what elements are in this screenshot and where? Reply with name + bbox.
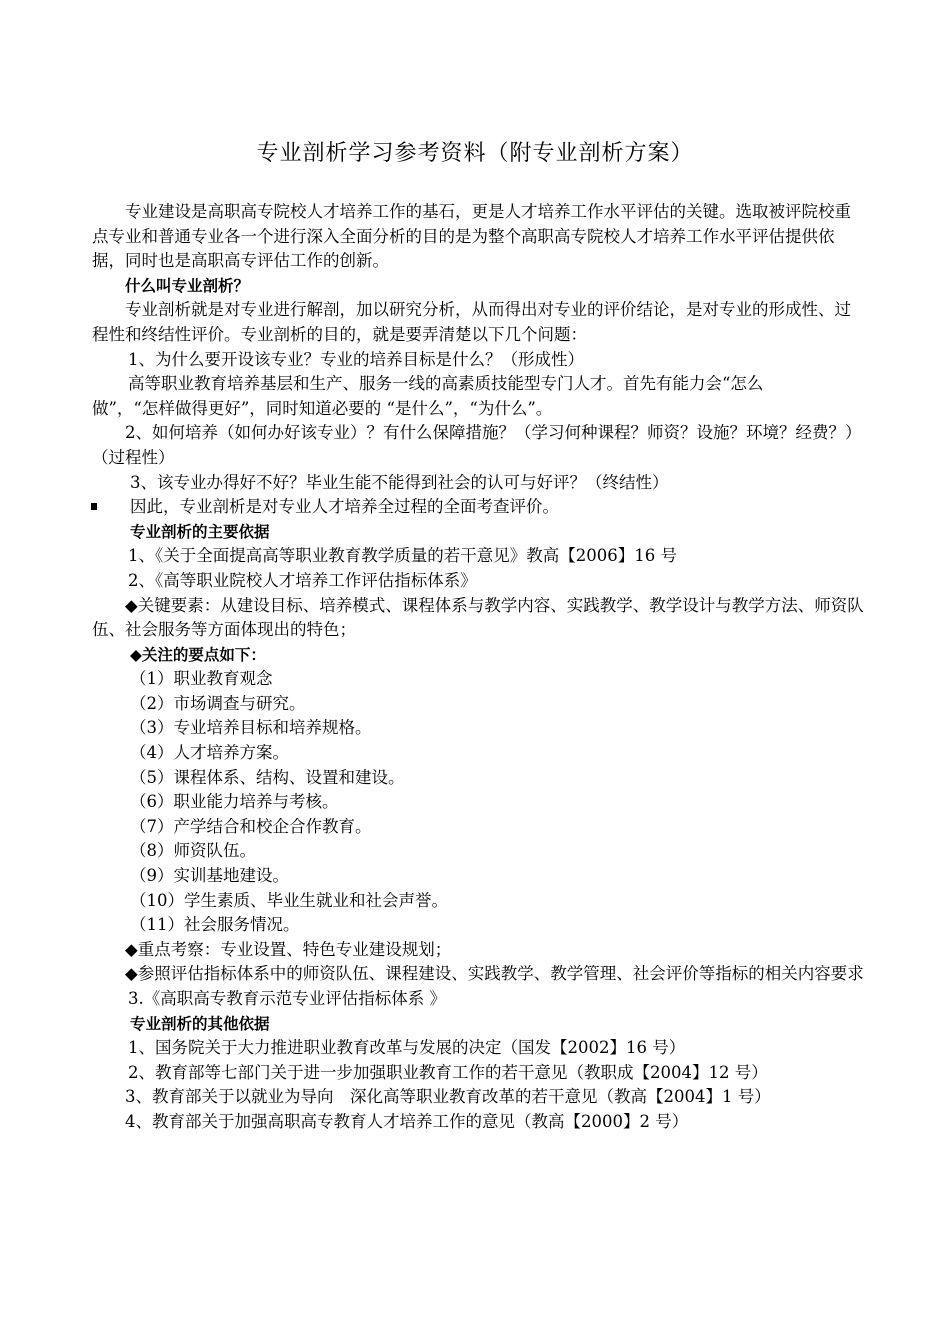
document-title: 专业剖析学习参考资料（附专业剖析方案） <box>256 141 694 166</box>
focus-paragraph: ◆重点考察：专业设置、特色专业建设规划； <box>125 939 452 959</box>
question-3: 3、该专业办得好不好？毕业生能不能得到社会的认可与好评？（终结性） <box>130 472 669 492</box>
key-elements: ◆关键要素：从建设目标、培养模式、课程体系与教学内容、实践教学、教学设计与教学方法、师资队伍、社会服务等方面体现出的特色； <box>92 595 864 640</box>
heading-main-basis: 专业剖析的主要依据 <box>130 522 270 541</box>
other-basis-item: 3、教育部关于以就业为导向 深化高等职业教育改革的若干意见（教高【2004】1 号） <box>125 1087 771 1107</box>
point-item: （9）实训基地建设。 <box>130 866 289 886</box>
square-bullet-icon <box>91 503 97 510</box>
other-basis-item: 4、教育部关于加强高职高专教育人才培养工作的意见（教高【2000】2 号） <box>125 1111 689 1131</box>
point-item: （5）课程体系、结构、设置和建设。 <box>130 767 405 787</box>
point-item: （2）市场调查与研究。 <box>130 693 306 713</box>
point-item: （3）专业培养目标和培养规格。 <box>130 718 372 738</box>
other-basis-item: 2、教育部等七部门关于进一步加强职业教育工作的若干意见（教职成【2004】12 号） <box>128 1062 768 1082</box>
document-body <box>92 200 864 1135</box>
heading-points: ◆关注的要点如下： <box>130 645 266 664</box>
conclusion-text: 因此，专业剖析是对专业人才培养全过程的全面考查评价。 <box>130 497 559 517</box>
points-list <box>92 667 864 938</box>
point-item: （7）产学结合和校企合作教育。 <box>130 816 372 836</box>
basis-item-1: 1、《关于全面提高高等职业教育教学质量的若干意见》教高【2006】16 号 <box>128 546 677 566</box>
question-1: 1、为什么要开设该专业？专业的培养目标是什么？（形成性） <box>128 349 584 369</box>
conclusion-paragraph <box>92 495 864 520</box>
point-item: （8）师资队伍。 <box>130 841 256 861</box>
basis-item-3: 3.《高职高专教育示范专业评估指标体系 》 <box>128 989 446 1008</box>
reference-paragraph: ◆参照评估指标体系中的师资队伍、课程建设、实践教学、教学管理、社会评价等指标的相关内容要求 <box>125 964 864 984</box>
answer-1-line-a: 高等职业教育培养基层和生产、服务一线的高素质技能型专门人才。首先有能力会“怎么 <box>128 374 764 394</box>
heading-other-basis: 专业剖析的其他依据 <box>130 1014 270 1033</box>
point-item: （11）社会服务情况。 <box>130 915 300 935</box>
heading-what-is: 什么叫专业剖析？ <box>125 276 250 295</box>
other-basis-item: 1、国务院关于大力推进职业教育改革与发展的决定（国发【2002】16 号） <box>128 1038 686 1058</box>
answer-1-line-b: 做”，“怎样做得更好”，同时知道必要的 “是什么”，“为什么”。 <box>92 398 553 418</box>
question-2: 2、如何培养（如何办好该专业）？有什么保障措施？（学习何种课程？师资？设施？环境？经费？）（过程性） <box>92 423 862 467</box>
definition-paragraph: 专业剖析就是对专业进行解剖，加以研究分析，从而得出对专业的评价结论，是对专业的形成性、过程性和终结性评价。专业剖析的目的，就是要弄清楚以下几个问题： <box>92 300 851 344</box>
point-item: （4）人才培养方案。 <box>130 743 289 763</box>
point-item: （6）职业能力培养与考核。 <box>130 792 339 812</box>
intro-paragraph: 专业建设是高职高专院校人才培养工作的基石，更是人才培养工作水平评估的关键。选取被评院校重点专业和普通专业各一个进行深入全面分析的目的是为整个高职高专院校人才培养工作水平评估提供依据，同时也是高职高专评估工作的创新。 <box>92 202 851 271</box>
basis-item-2: 2、《高等职业院校人才培养工作评估指标体系》 <box>128 570 477 590</box>
point-item: （10）学生素质、毕业生就业和社会声誉。 <box>130 890 448 910</box>
point-item: （1）职业教育观念 <box>130 669 273 689</box>
